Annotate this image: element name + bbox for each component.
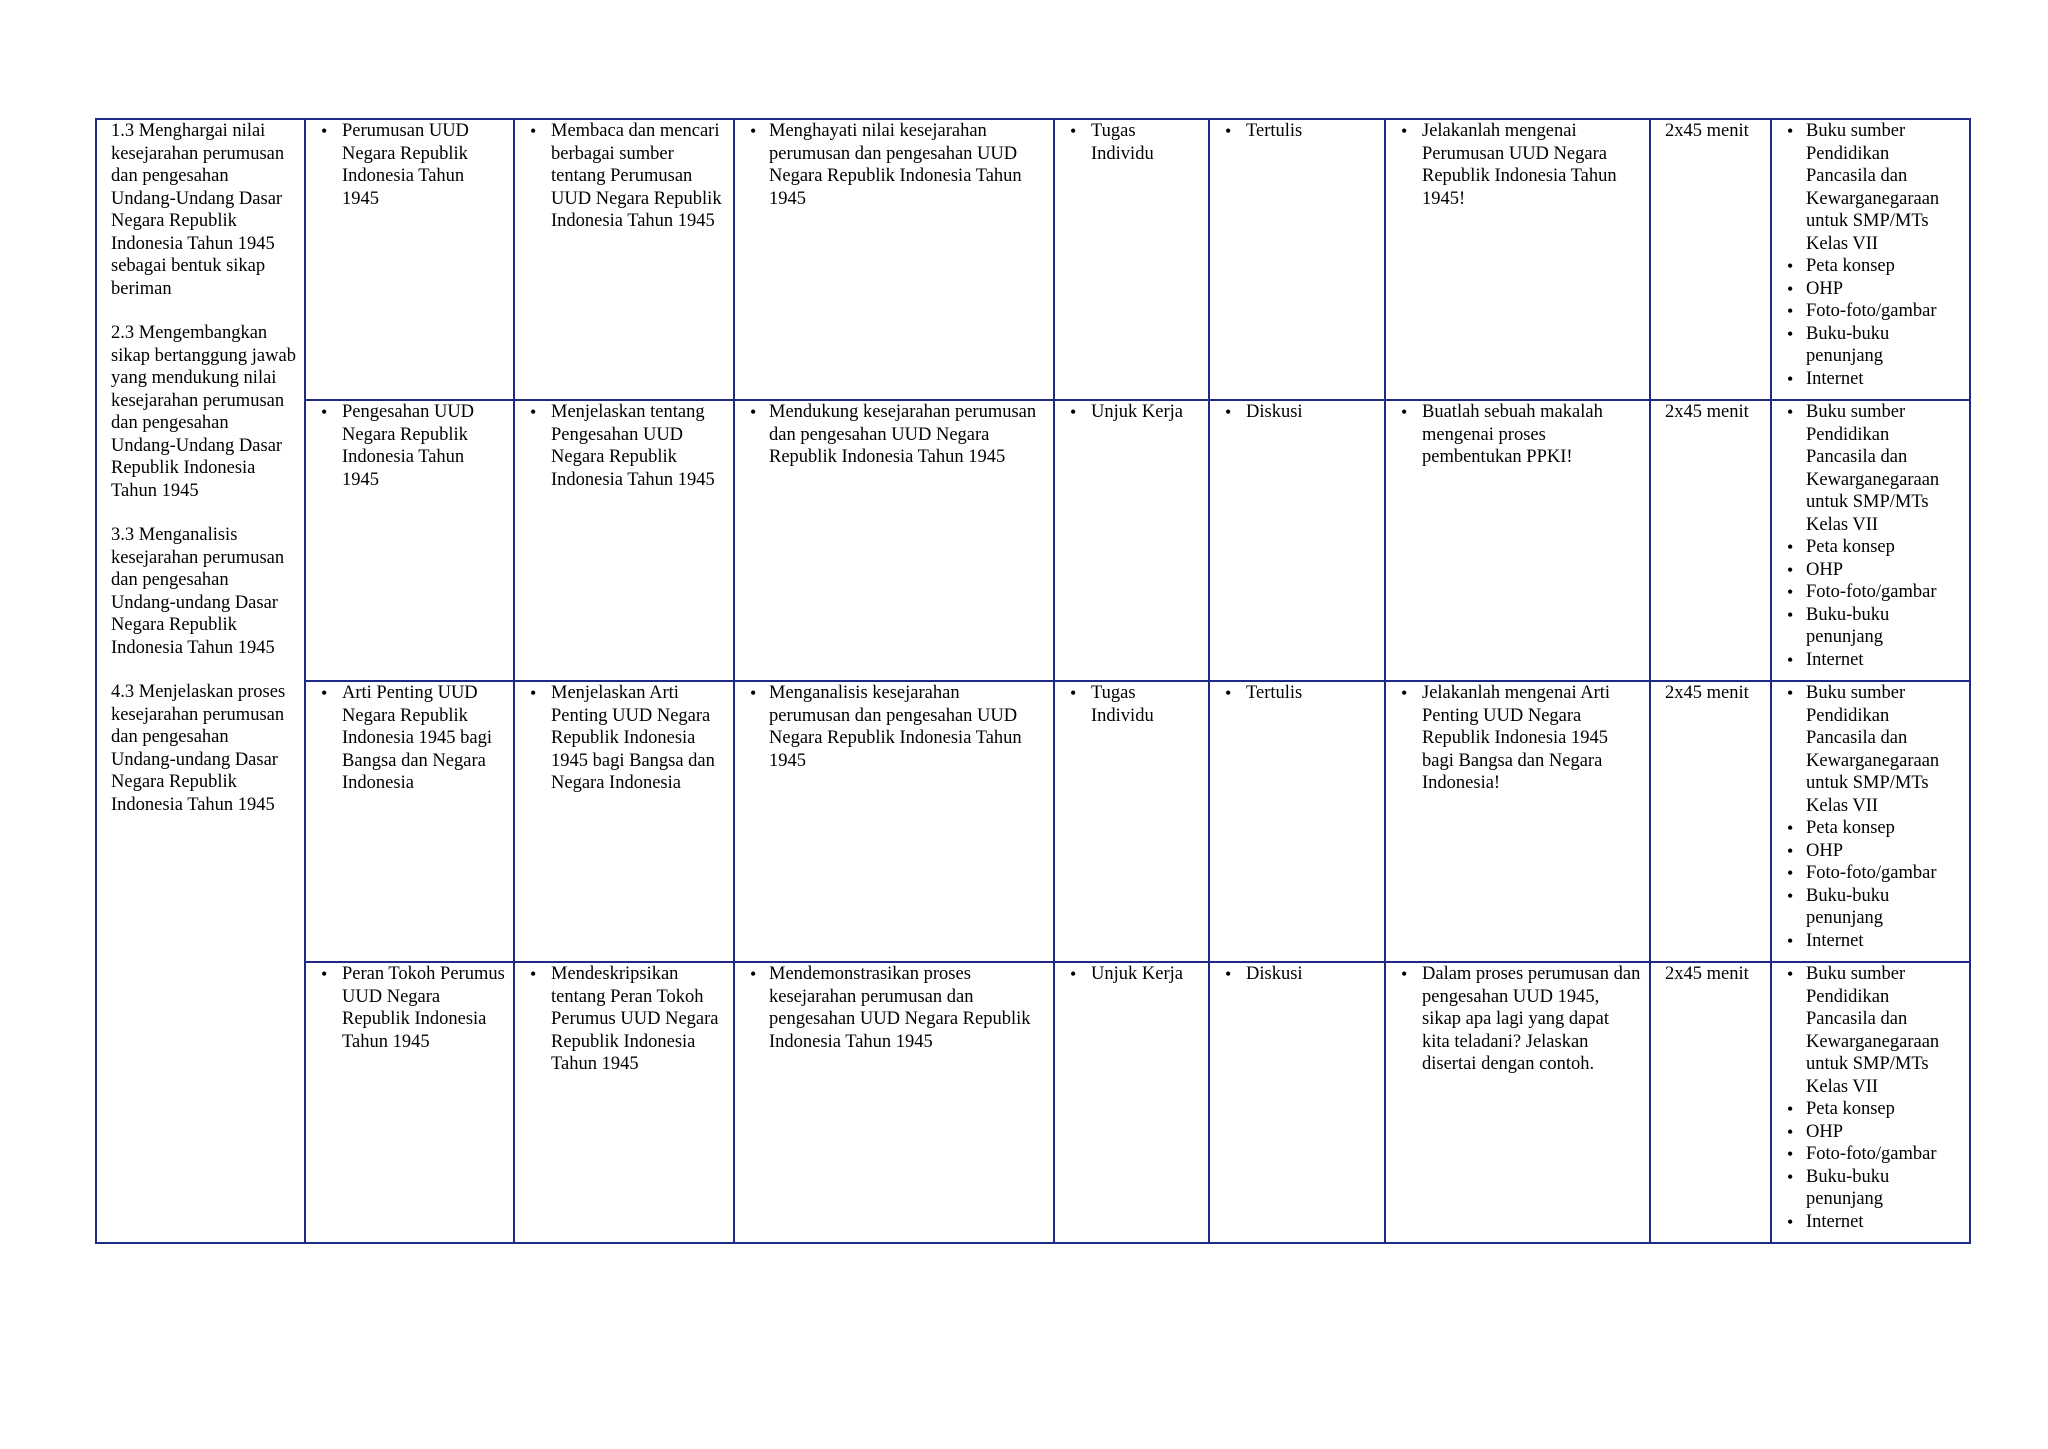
contoh-text: • Jelakanlah mengenai Arti Penting UUD Negara Republik Indonesia 1945 bagi Bangsa dan Negara Indonesia! [1400,682,1641,795]
teknik-cell [1054,962,1209,1243]
kegiatan-text: • Menjelaskan tentang Pengesahan UUD Negara Republik Indonesia Tahun 1945 [529,401,725,491]
sumber-item: • Foto-foto/gambar [1786,862,1961,885]
contoh-text: • Jelakanlah mengenai Perumusan UUD Negara Republik Indonesia Tahun 1945! [1400,120,1641,210]
indikator-text: • Menganalisis kesejarahan perumusan dan pengesahan UUD Negara Republik Indonesia Tahun 1945 [749,682,1045,772]
teknik-cell [1054,119,1209,400]
sumber-item: • Internet [1786,368,1961,391]
sumber-item: • Internet [1786,1211,1961,1234]
bentuk-text: • Tertulis [1224,120,1376,143]
materi-text: • Arti Penting UUD Negara Republik Indonesia 1945 bagi Bangsa dan Negara Indonesia [320,682,505,795]
sumber-item: • Buku-buku penunjang [1786,885,1961,930]
bentuk-text: • Diskusi [1224,401,1376,424]
indikator-text: • Mendemonstrasikan proses kesejarahan perumusan dan pengesahan UUD Negara Republik Indonesia Tahun 1945 [749,963,1045,1053]
sumber-item: • Buku-buku penunjang [1786,604,1961,649]
bentuk-cell [1209,681,1385,962]
table-row [96,681,1970,962]
bentuk-text: • Tertulis [1224,682,1376,705]
sumber-item: • OHP [1786,559,1961,582]
materi-text: • Peran Tokoh Perumus UUD Negara Republik Indonesia Tahun 1945 [320,963,505,1053]
indikator-text: • Mendukung kesejarahan perumusan dan pengesahan UUD Negara Republik Indonesia Tahun 1945 [749,401,1045,469]
table-row [96,400,1970,681]
table-row [96,119,1970,400]
kegiatan-cell [514,681,734,962]
indikator-cell [734,962,1054,1243]
materi-cell [305,400,514,681]
indikator-cell [734,681,1054,962]
competency-4-3: 4.3 Menjelaskan proses kesejarahan perumusan dan pengesahan Undang-undang Dasar Negara Republik Indonesia Tahun 1945 [111,682,286,815]
materi-cell [305,119,514,400]
sumber-cell [1771,119,1970,400]
bentuk-cell [1209,119,1385,400]
competency-1-3: 1.3 Menghargai nilai kesejarahan perumusan dan pengesahan Undang-Undang Dasar Negara Republik Indonesia Tahun 1945 sebagai bentuk sikap beriman [111,121,285,299]
sumber-item: • Peta konsep [1786,1098,1961,1121]
sumber-item: • Foto-foto/gambar [1786,300,1961,323]
waktu-cell: 2x45 menit [1650,119,1771,400]
sumber-cell [1771,681,1970,962]
teknik-cell [1054,681,1209,962]
kegiatan-cell [514,962,734,1243]
contoh-cell [1385,119,1650,400]
sumber-item: • Foto-foto/gambar [1786,1143,1961,1166]
waktu-cell: 2x45 menit [1650,400,1771,681]
teknik-text: • Tugas Individu [1069,682,1200,727]
indikator-cell [734,119,1054,400]
syllabus-sheet [95,118,1971,1244]
kegiatan-text: • Menjelaskan Arti Penting UUD Negara Republik Indonesia 1945 bagi Bangsa dan Negara Indonesia [529,682,725,795]
teknik-text: • Tugas Individu [1069,120,1200,165]
sumber-item: • OHP [1786,278,1961,301]
sumber-item: • Buku sumber Pendidikan Pancasila dan Kewarganegaraan untuk SMP/MTs Kelas VII [1786,682,1961,817]
contoh-cell [1385,962,1650,1243]
sumber-item: • Peta konsep [1786,536,1961,559]
sumber-cell [1771,962,1970,1243]
sumber-item: • OHP [1786,1121,1961,1144]
bentuk-text: • Diskusi [1224,963,1376,986]
competency-cell [96,119,305,1243]
contoh-text: • Buatlah sebuah makalah mengenai proses pembentukan PPKI! [1400,401,1641,469]
indikator-text: • Menghayati nilai kesejarahan perumusan dan pengesahan UUD Negara Republik Indonesia Tahun 1945 [749,120,1045,210]
sumber-item: • Buku-buku penunjang [1786,1166,1961,1211]
kegiatan-cell [514,119,734,400]
competency-3-3: 3.3 Menganalisis kesejarahan perumusan dan pengesahan Undang-undang Dasar Negara Republik Indonesia Tahun 1945 [111,525,285,658]
materi-text: • Pengesahan UUD Negara Republik Indonesia Tahun 1945 [320,401,505,491]
waktu-cell: 2x45 menit [1650,681,1771,962]
sumber-item: • Internet [1786,649,1961,672]
waktu-cell: 2x45 menit [1650,962,1771,1243]
sumber-item: • Buku sumber Pendidikan Pancasila dan Kewarganegaraan untuk SMP/MTs Kelas VII [1786,120,1961,255]
materi-cell [305,681,514,962]
kegiatan-text: • Mendeskripsikan tentang Peran Tokoh Perumus UUD Negara Republik Indonesia Tahun 1945 [529,963,725,1076]
materi-cell [305,962,514,1243]
sumber-item: • Peta konsep [1786,255,1961,278]
contoh-cell [1385,400,1650,681]
syllabus-table [95,118,1971,1244]
teknik-text: • Unjuk Kerja [1069,963,1200,986]
sumber-item: • Buku-buku penunjang [1786,323,1961,368]
teknik-text: • Unjuk Kerja [1069,401,1200,424]
contoh-text: • Dalam proses perumusan dan pengesahan UUD 1945, sikap apa lagi yang dapat kita teladani? Jelaskan disertai dengan contoh. [1400,963,1641,1076]
kegiatan-cell [514,400,734,681]
sumber-item: • Internet [1786,930,1961,953]
sumber-item: • Peta konsep [1786,817,1961,840]
sumber-item: • Buku sumber Pendidikan Pancasila dan Kewarganegaraan untuk SMP/MTs Kelas VII [1786,963,1961,1098]
teknik-cell [1054,400,1209,681]
sumber-item: • OHP [1786,840,1961,863]
kegiatan-text: • Membaca dan mencari berbagai sumber tentang Perumusan UUD Negara Republik Indonesia Tahun 1945 [529,120,725,233]
sumber-cell [1771,400,1970,681]
contoh-cell [1385,681,1650,962]
indikator-cell [734,400,1054,681]
bentuk-cell [1209,962,1385,1243]
competency-2-3: 2.3 Mengembangkan sikap bertanggung jawab yang mendukung nilai kesejarahan perumusan dan pengesahan Undang-Undang Dasar Republik Indonesia Tahun 1945 [111,323,296,501]
materi-text: • Perumusan UUD Negara Republik Indonesia Tahun 1945 [320,120,505,210]
bentuk-cell [1209,400,1385,681]
sumber-item: • Foto-foto/gambar [1786,581,1961,604]
sumber-item: • Buku sumber Pendidikan Pancasila dan Kewarganegaraan untuk SMP/MTs Kelas VII [1786,401,1961,536]
table-row [96,962,1970,1243]
